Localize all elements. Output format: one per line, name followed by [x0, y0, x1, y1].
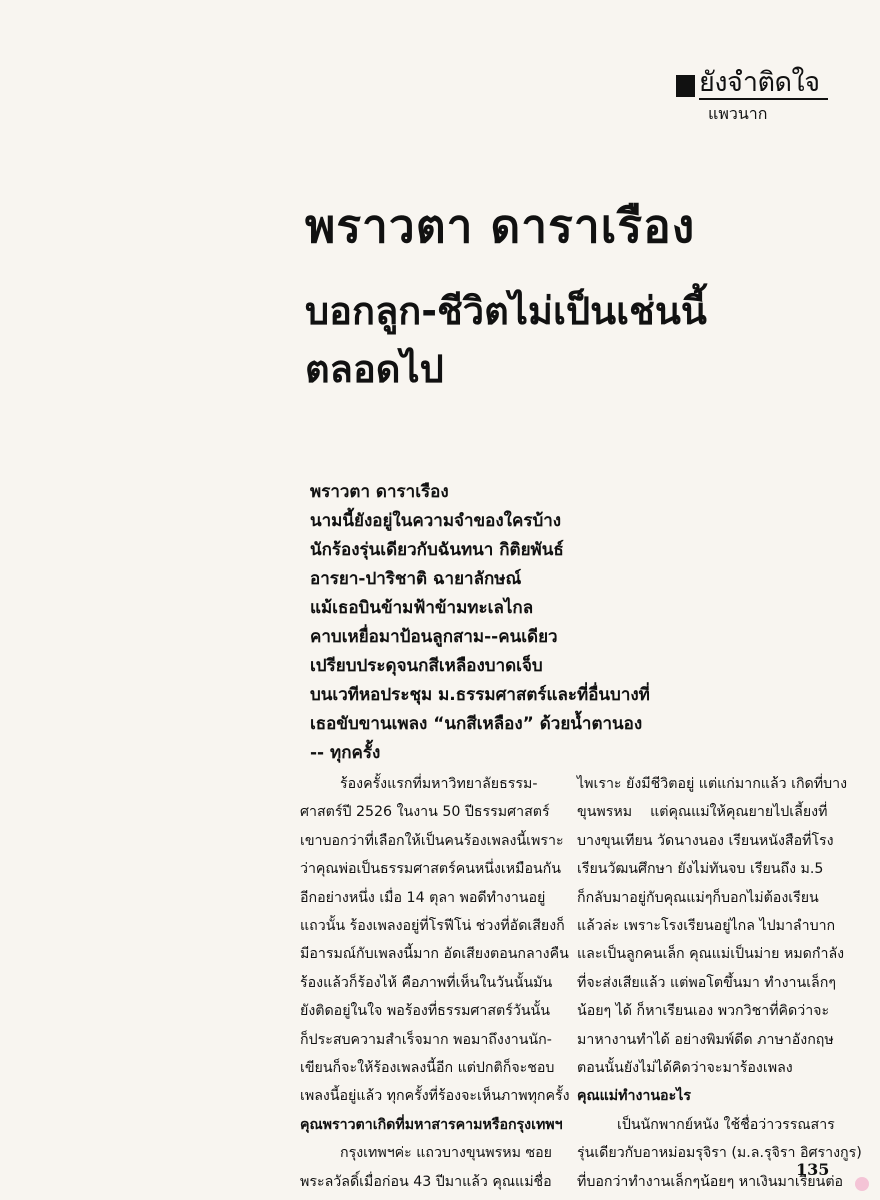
body-column-left [300, 770, 570, 1196]
subtitle-line: ตลอดไป [305, 347, 444, 391]
body-line: มาหางานทำได้ อย่างพิมพ์ดีด ภาษาอังกฤษ [577, 1031, 834, 1048]
poem-line: เปรียบประดุจนกสีเหลืองบาดเจ็บ [310, 656, 543, 676]
body-line: ยังติดอยู่ในใจ พอร้องที่ธรรมศาสตร์วันนั้น [300, 1003, 550, 1020]
subtitle-line: บอกลูก-ชีวิตไม่เป็นเช่นนี้ [305, 289, 707, 333]
body-line: ขุนพรหม แต่คุณแม่ให้คุณยายไปเลี้ยงที่ [577, 804, 828, 821]
black-square-icon [676, 75, 695, 97]
poem-line: -- ทุกครั้ง [310, 743, 381, 763]
section-tag [676, 68, 828, 100]
body-line: ว่าคุณพ่อเป็นธรรมศาสตร์คนหนึ่งเหมือนกัน [300, 861, 561, 878]
body-line: แล้วล่ะ เพราะโรงเรียนอยู่ไกล ไปมาลำบาก [577, 918, 836, 935]
body-line: ก็ประสบความสำเร็จมาก พอมาถึงงานนัก- [300, 1031, 552, 1048]
body-line: กรุงเทพฯค่ะ แถวบางขุนพรหม ซอย [340, 1145, 552, 1162]
poem-line: คาบเหยื่อมาป้อนลูกสาม--คนเดียว [310, 627, 558, 647]
article-subtitle [305, 282, 725, 398]
body-line: ที่จะส่งเสียแล้ว แต่พอโตขึ้นมา ทำงานเล็กๆ [577, 974, 836, 991]
poem-line: นักร้องรุ่นเดียวกับฉันทนา กิติยพันธ์ [310, 540, 564, 560]
question-line: คุณแม่ทำงานอะไร [577, 1088, 691, 1105]
section-tag-label: ยังจำติดใจ [699, 68, 828, 100]
body-line: และเป็นลูกคนเล็ก คุณแม่เป็นม่าย หมดกำลัง [577, 946, 845, 963]
body-line: มีอารมณ์กับเพลงนี้มาก อัดเสียงตอนกลางคืน [300, 946, 569, 963]
body-line: ไพเราะ ยังมีชีวิตอยู่ แต่แก่มากแล้ว เกิดที่บาง [577, 776, 848, 792]
body-line: อีกอย่างหนึ่ง เมื่อ 14 ตุลา พอดีทำงานอยู่ [300, 889, 546, 906]
poem-line: บนเวทีหอประชุม ม.ธรรมศาสตร์และที่อื่นบางที่ [310, 685, 650, 705]
poem-line: แม้เธอบินข้ามฟ้าข้ามทะเลไกล [310, 598, 534, 618]
poem-line: นามนี้ยังอยู่ในความจำของใครบ้าง [310, 511, 562, 531]
intro-poem [310, 478, 650, 768]
stamp-mark-icon [855, 1177, 869, 1191]
body-column-right [577, 770, 862, 1196]
poem-line: พราวตา ดาราเรือง [310, 482, 449, 502]
body-line: ที่บอกว่าทำงานเล็กๆน้อยๆ หาเงินมาเรียนต่อ [577, 1173, 844, 1190]
poem-line: เธอขับขานเพลง “นกสีเหลือง” ด้วยน้ำตานอง [310, 714, 643, 734]
body-line: เป็นนักพากย์หนัง ใช้ชื่อว่าวรรณสาร [617, 1116, 835, 1133]
body-line: ตอนนั้นยังไม่ได้คิดว่าจะมาร้องเพลง [577, 1060, 793, 1077]
poem-line: อารยา-ปาริชาติ ฉายาลักษณ์ [310, 569, 522, 589]
body-line: แถวนั้น ร้องเพลงอยู่ที่โรฟีโน่ ช่วงที่อัดเสียงก็ [300, 918, 565, 935]
body-line: บางขุนเทียน วัดนางนอง เรียนหนังสือที่โรง [577, 832, 834, 849]
body-line: ร้องแล้วก็ร้องไห้ คือภาพที่เห็นในวันนั้นมัน [300, 974, 553, 991]
author-name: แพวนาก [708, 104, 768, 123]
body-line: รุ่นเดียวกับอาหม่อมรุจิรา (ม.ล.รุจิรา อิศรางกูร) [577, 1145, 862, 1162]
page-number: 135 [796, 1160, 830, 1179]
body-line: ก็กลับมาอยู่กับคุณแม่ๆก็บอกไม่ต้องเรียน [577, 889, 819, 906]
body-line: ร้องครั้งแรกที่มหาวิทยาลัยธรรม- [340, 776, 538, 792]
body-line: พระลวัลดิ์เมื่อก่อน 43 ปีมาแล้ว คุณแม่ชื่อ [300, 1173, 552, 1190]
question-line: คุณพราวตาเกิดที่มหาสารคามหรือกรุงเทพฯ [300, 1116, 563, 1133]
body-line: เขาบอกว่าที่เลือกให้เป็นคนร้องเพลงนี้เพราะ [300, 832, 564, 849]
body-line: เรียนวัฒนศึกษา ยังไม่ทันจบ เรียนถึง ม.5 [577, 861, 824, 878]
body-line: เพลงนี้อยู่แล้ว ทุกครั้งที่ร้องจะเห็นภาพทุกครั้ง [300, 1088, 570, 1105]
article-title: พราวตา ดาราเรือง [305, 199, 696, 253]
body-line: เขียนก็จะให้ร้องเพลงนี้อีก แต่ปกติก็จะชอบ [300, 1060, 555, 1077]
body-line: ศาสตร์ปี 2526 ในงาน 50 ปีธรรมศาสตร์ [300, 804, 550, 821]
body-line: น้อยๆ ได้ ก็หาเรียนเอง พวกวิชาที่คิดว่าจะ [577, 1003, 830, 1020]
